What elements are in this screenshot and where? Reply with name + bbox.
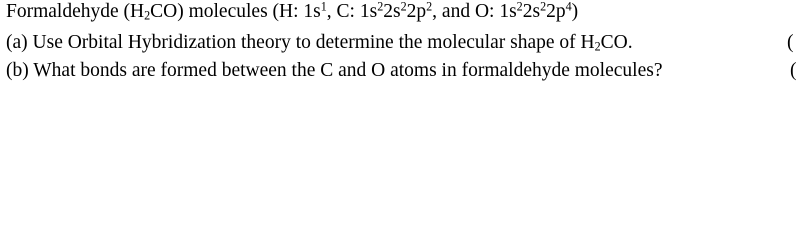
question-part-a <box>6 32 633 54</box>
intro-close-paren: ) <box>571 1 579 22</box>
oxygen-config-2s: 2s <box>522 1 541 22</box>
oxygen-sup-2: 2 <box>540 0 547 14</box>
h-superscript: 1 <box>320 0 327 14</box>
carbon-sup-2: 2 <box>400 0 407 14</box>
question-intro <box>6 1 578 23</box>
part-a-trailing-paren: ( <box>787 32 794 53</box>
carbon-config-prefix: , C: 1s <box>326 1 378 22</box>
h-subscript: 2 <box>144 8 151 23</box>
question-part-b <box>6 60 662 82</box>
oxygen-config-prefix: , and O: 1s <box>432 1 517 22</box>
part-b-trailing-paren: ( <box>790 60 797 81</box>
oxygen-config-2p: 2p <box>546 1 566 22</box>
carbon-config-2s: 2s <box>383 1 401 22</box>
part-a-text: (a) Use Orbital Hybridization theory to determine the molecular shape of H <box>6 32 595 53</box>
question-page <box>0 0 798 90</box>
carbon-sup-1: 2 <box>377 0 384 14</box>
carbon-config-2p: 2p <box>406 1 427 22</box>
oxygen-sup-3: 4 <box>565 0 572 14</box>
part-b-text: (b) What bonds are formed between the C and O atoms in formaldehyde molecules? <box>6 60 663 81</box>
compound-text: Formaldehyde (H <box>6 1 145 22</box>
oxygen-sup-1: 2 <box>516 0 523 14</box>
compound-end-text: CO) molecules (H: 1s <box>150 1 321 22</box>
part-a-subscript: 2 <box>594 39 601 54</box>
carbon-sup-3: 2 <box>426 0 433 14</box>
part-a-end: CO. <box>600 32 633 53</box>
